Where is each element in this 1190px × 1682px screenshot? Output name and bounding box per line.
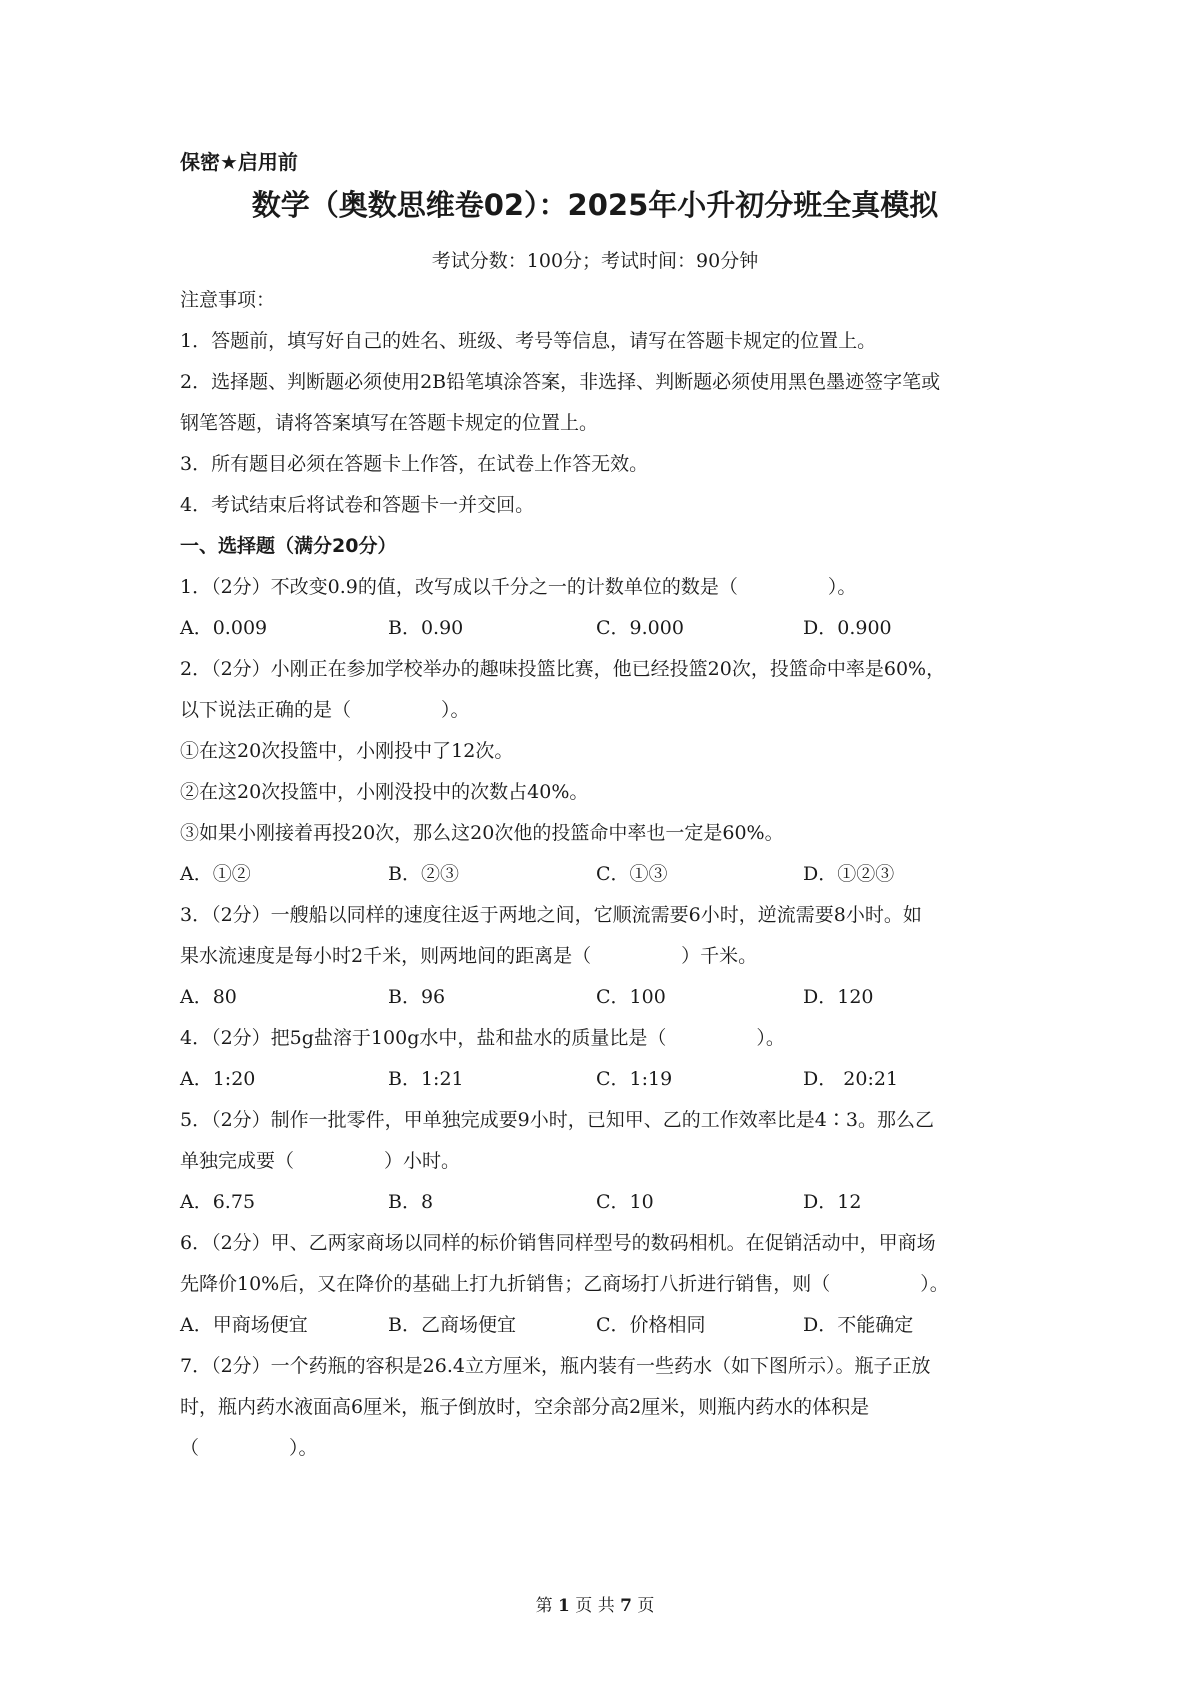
question-5-cont	[180, 1146, 460, 1173]
exam-title: 数学（奥数思维卷02）：2025年小升初分班全真模拟	[251, 188, 939, 222]
section-heading: 一、选择题（满分20分）	[180, 535, 397, 557]
page-total: 7	[620, 1596, 632, 1616]
question-2-cont	[180, 695, 470, 722]
option-d: D．①②③	[803, 863, 895, 885]
question-text: ）。	[441, 699, 470, 721]
question-7: 7．（2分）一个药瓶的容积是26.4立方厘米，瓶内装有一些药水（如下图所示）。瓶子正放	[180, 1355, 931, 1377]
question-2: 2．（2分）小刚正在参加学校举办的趣味投篮比赛，他已经投篮20次，投篮命中率是60%，	[180, 658, 946, 680]
statement-1: ①在这20次投篮中，小刚投中了12次。	[180, 740, 514, 762]
exam-subtitle: 考试分数：100分；考试时间：90分钟	[431, 250, 759, 272]
option-a: A．80	[180, 986, 237, 1008]
question-3: 3．（2分）一艘船以同样的速度往返于两地之间，它顺流需要6小时，逆流需要8小时。如	[180, 904, 922, 926]
question-text: ）。	[920, 1273, 949, 1295]
option-b: B．乙商场便宜	[388, 1314, 516, 1336]
option-a: A．0.009	[180, 617, 268, 639]
option-a: A．①②	[180, 863, 251, 885]
question-text: ）小时。	[384, 1150, 461, 1172]
option-c: C．10	[596, 1191, 654, 1213]
footer-suffix: 页	[637, 1596, 655, 1616]
option-d: D． 20:21	[803, 1068, 899, 1090]
footer-prefix: 第	[535, 1596, 553, 1616]
question-text: 果水流速度是每小时2千米，则两地间的距离是（	[180, 945, 592, 967]
option-c: C．1:19	[596, 1068, 673, 1090]
question-text: （	[180, 1437, 200, 1459]
question-4	[180, 1023, 785, 1050]
question-3-cont	[180, 941, 757, 968]
note-item: 1．答题前，填写好自己的姓名、班级、考号等信息，请写在答题卡规定的位置上。	[180, 330, 877, 352]
notes-heading: 注意事项：	[180, 289, 276, 311]
option-c: C．9.000	[596, 617, 684, 639]
confidential-label: 保密★启用前	[180, 150, 298, 174]
option-b: B．②③	[388, 863, 459, 885]
option-d: D．120	[803, 986, 874, 1008]
option-c: C．100	[596, 986, 666, 1008]
question-text: 以下说法正确的是（	[180, 699, 352, 721]
question-6-cont	[180, 1269, 949, 1296]
option-d: D．12	[803, 1191, 862, 1213]
option-b: B．8	[388, 1191, 434, 1213]
question-7-cont: 时，瓶内药水液面高6厘米，瓶子倒放时，空余部分高2厘米，则瓶内药水的体积是	[180, 1396, 870, 1418]
option-a: A．1:20	[180, 1068, 256, 1090]
question-6: 6．（2分）甲、乙两家商场以同样的标价销售同样型号的数码相机。在促销活动中，甲商场	[180, 1232, 936, 1254]
question-text: ）。	[289, 1437, 318, 1459]
option-d: D．0.900	[803, 617, 892, 639]
question-text: 1．（2分）不改变0.9的值，改写成以千分之一的计数单位的数是（	[180, 576, 738, 598]
question-text: ）千米。	[681, 945, 758, 967]
note-item: 2．选择题、判断题必须使用2B铅笔填涂答案，非选择、判断题必须使用黑色墨迹签字笔或	[180, 371, 941, 393]
option-a: A．甲商场便宜	[180, 1314, 308, 1336]
note-item: 3．所有题目必须在答题卡上作答，在试卷上作答无效。	[180, 453, 649, 475]
option-b: B．1:21	[388, 1068, 464, 1090]
option-b: B．96	[388, 986, 446, 1008]
statement-2: ②在这20次投篮中，小刚没投中的次数占40%。	[180, 781, 589, 803]
question-text: ）。	[756, 1027, 785, 1049]
note-item: 钢笔答题，请将答案填写在答题卡规定的位置上。	[180, 412, 599, 434]
option-c: C．价格相同	[596, 1314, 706, 1336]
page-footer	[0, 1591, 1190, 1616]
footer-mid: 页 共	[575, 1596, 615, 1616]
question-7-blank-line	[180, 1433, 318, 1460]
option-d: D．不能确定	[803, 1314, 914, 1336]
question-1	[180, 572, 856, 599]
question-5: 5．（2分）制作一批零件，甲单独完成要9小时，已知甲、乙的工作效率比是4∶3。那么乙	[180, 1109, 934, 1131]
question-text: 4．（2分）把5g盐溶于100g水中，盐和盐水的质量比是（	[180, 1027, 667, 1049]
option-c: C．①③	[596, 863, 668, 885]
question-text: 单独完成要（	[180, 1150, 295, 1172]
statement-3: ③如果小刚接着再投20次，那么这20次他的投篮命中率也一定是60%。	[180, 822, 784, 844]
note-item: 4．考试结束后将试卷和答题卡一并交回。	[180, 494, 535, 516]
option-b: B．0.90	[388, 617, 464, 639]
question-text: ）。	[827, 576, 857, 598]
option-a: A．6.75	[180, 1191, 256, 1213]
question-text: 先降价10%后，又在降价的基础上打九折销售；乙商场打八折进行销售，则（	[180, 1273, 831, 1295]
page-number: 1	[558, 1596, 570, 1616]
